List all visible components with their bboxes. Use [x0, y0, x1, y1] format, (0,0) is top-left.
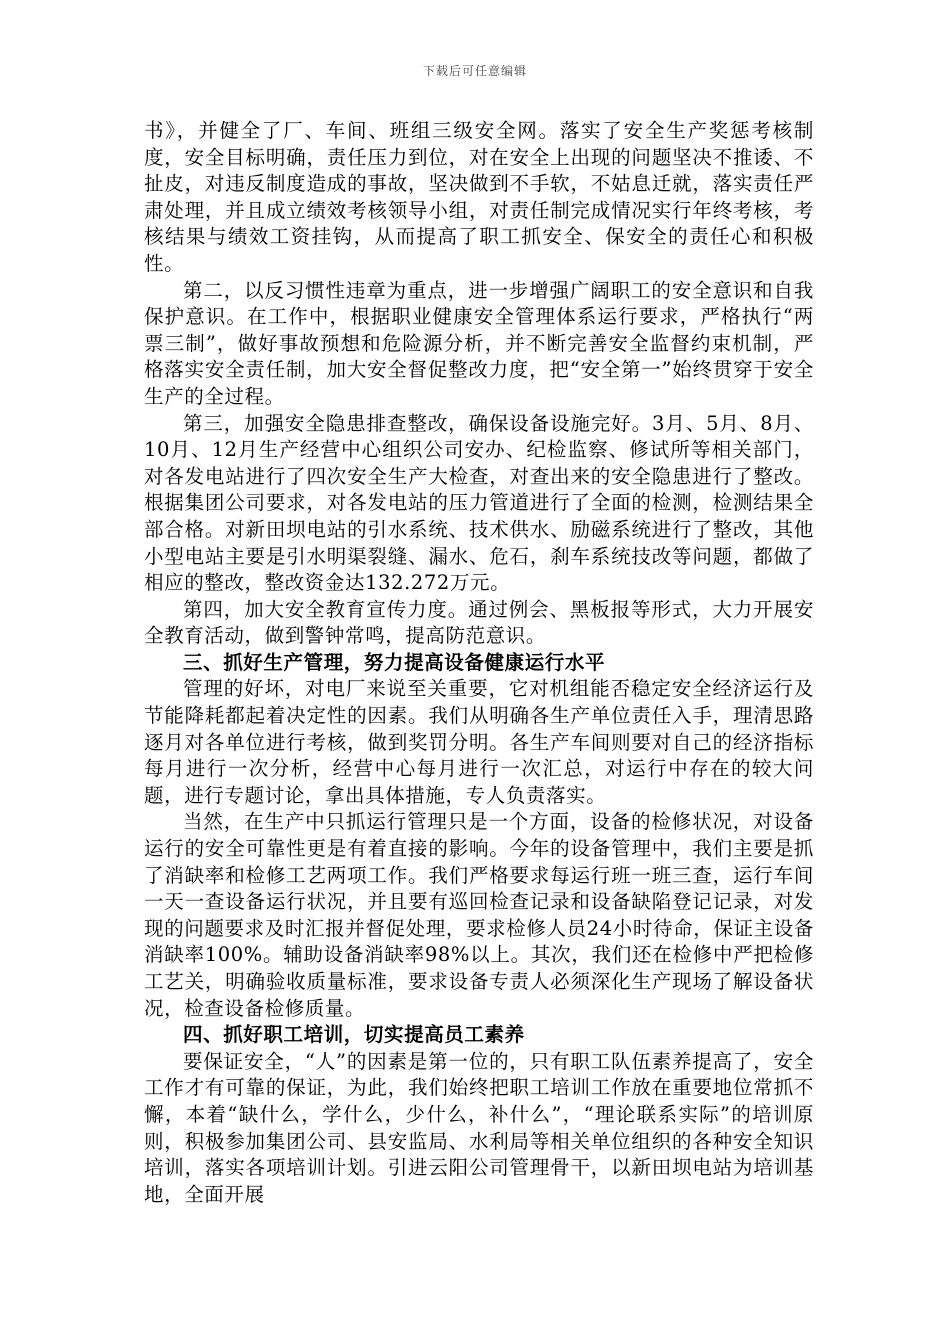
document-body	[144, 118, 814, 1208]
paragraph-second-point: 第二，以反习惯性违章为重点，进一步增强广阔职工的安全意识和自我保护意识。在工作中，根据职业健康安全管理体系运行要求，严格执行“两票三制”，做好事故预想和危险源分析，并不断完善安全监督约束机制，严格落实安全责任制，加大安全督促整改力度，把“安全第一”始终贯穿于安全生产的全过程。	[144, 278, 814, 408]
paragraph-equipment-maintenance: 当然，在生产中只抓运行管理只是一个方面，设备的检修状况，对设备运行的安全可靠性更是有着直接的影响。今年的设备管理中，我们主要是抓了消缺率和检修工艺两项工作。我们严格要求每运行班一班三查，运行车间一天一查设备运行状况，并且要有巡回检查记录和设备缺陷登记记录，对发现的问题要求及时汇报并督促处理，要求检修人员24小时待命，保证主设备消缺率100%。辅助设备消缺率98%以上。其次，我们还在检修中严把检修工艺关，明确验收质量标准，要求设备专责人必须深化生产现场了解设备状况，检查设备检修质量。	[144, 810, 814, 1020]
paragraph-management-importance: 管理的好坏，对电厂来说至关重要，它对机组能否稳定安全经济运行及节能降耗都起着决定性的因素。我们从明确各生产单位责任入手，理清思路逐月对各单位进行考核，做到奖罚分明。各生产车间则要对自己的经济指标每月进行一次分析，经营中心每月进行一次汇总，对运行中存在的较大问题，进行专题讨论，拿出具体措施，专人负责落实。	[144, 677, 814, 807]
paragraph-third-point: 第三，加强安全隐患排查整改，确保设备设施完好。3月、5月、8月、10月、12月生产经营中心组织公司安办、纪检监察、修试所等相关部门，对各发电站进行了四次安全生产大检查，对查出来的安全隐患进行了整改。根据集团公司要求，对各发电站的压力管道进行了全面的检测，检测结果全部合格。对新田坝电站的引水系统、技术供水、励磁系统进行了整改，其他小型电站主要是引水明渠裂缝、漏水、危石，刹车系统技改等问题，都做了相应的整改，整改资金达132.272万元。	[144, 411, 814, 595]
paragraph-staff-training: 要保证安全，“人”的因素是第一位的，只有职工队伍素养提高了，安全工作才有可靠的保证，为此，我们始终把职工培训工作放在重要地位常抓不懈，本着“缺什么，学什么，少什么，补什么”，“理论联系实际”的培训原则，积极参加集团公司、县安监局、水利局等相关单位组织的各种安全知识培训，落实各项培训计划。引进云阳公司管理骨干，以新田坝电站为培训基地，全面开展	[144, 1049, 814, 1206]
section-heading-staff-training: 四、抓好职工培训，切实提高员工素养	[183, 1023, 525, 1047]
paragraph-fourth-point: 第四，加大安全教育宣传力度。通过例会、黑板报等形式，大力开展安全教育活动，做到警钟常鸣，提高防范意识。	[144, 597, 814, 648]
section-heading-production-management: 三、抓好生产管理，努力提高设备健康运行水平	[183, 650, 606, 674]
page-header: 下载后可任意编辑	[422, 64, 527, 78]
paragraph-safety-responsibility: 书》，并健全了厂、车间、班组三级安全网。落实了安全生产奖惩考核制度，安全目标明确，责任压力到位，对在安全上出现的问题坚决不推诿、不扯皮，对违反制度造成的事故，坚决做到不手软，不姑息迁就，落实责任严肃处理，并且成立绩效考核领导小组，对责任制完成情况实行年终考核，考核结果与绩效工资挂钩，从而提高了职工抓安全、保安全的责任心和积极性。	[144, 119, 814, 275]
